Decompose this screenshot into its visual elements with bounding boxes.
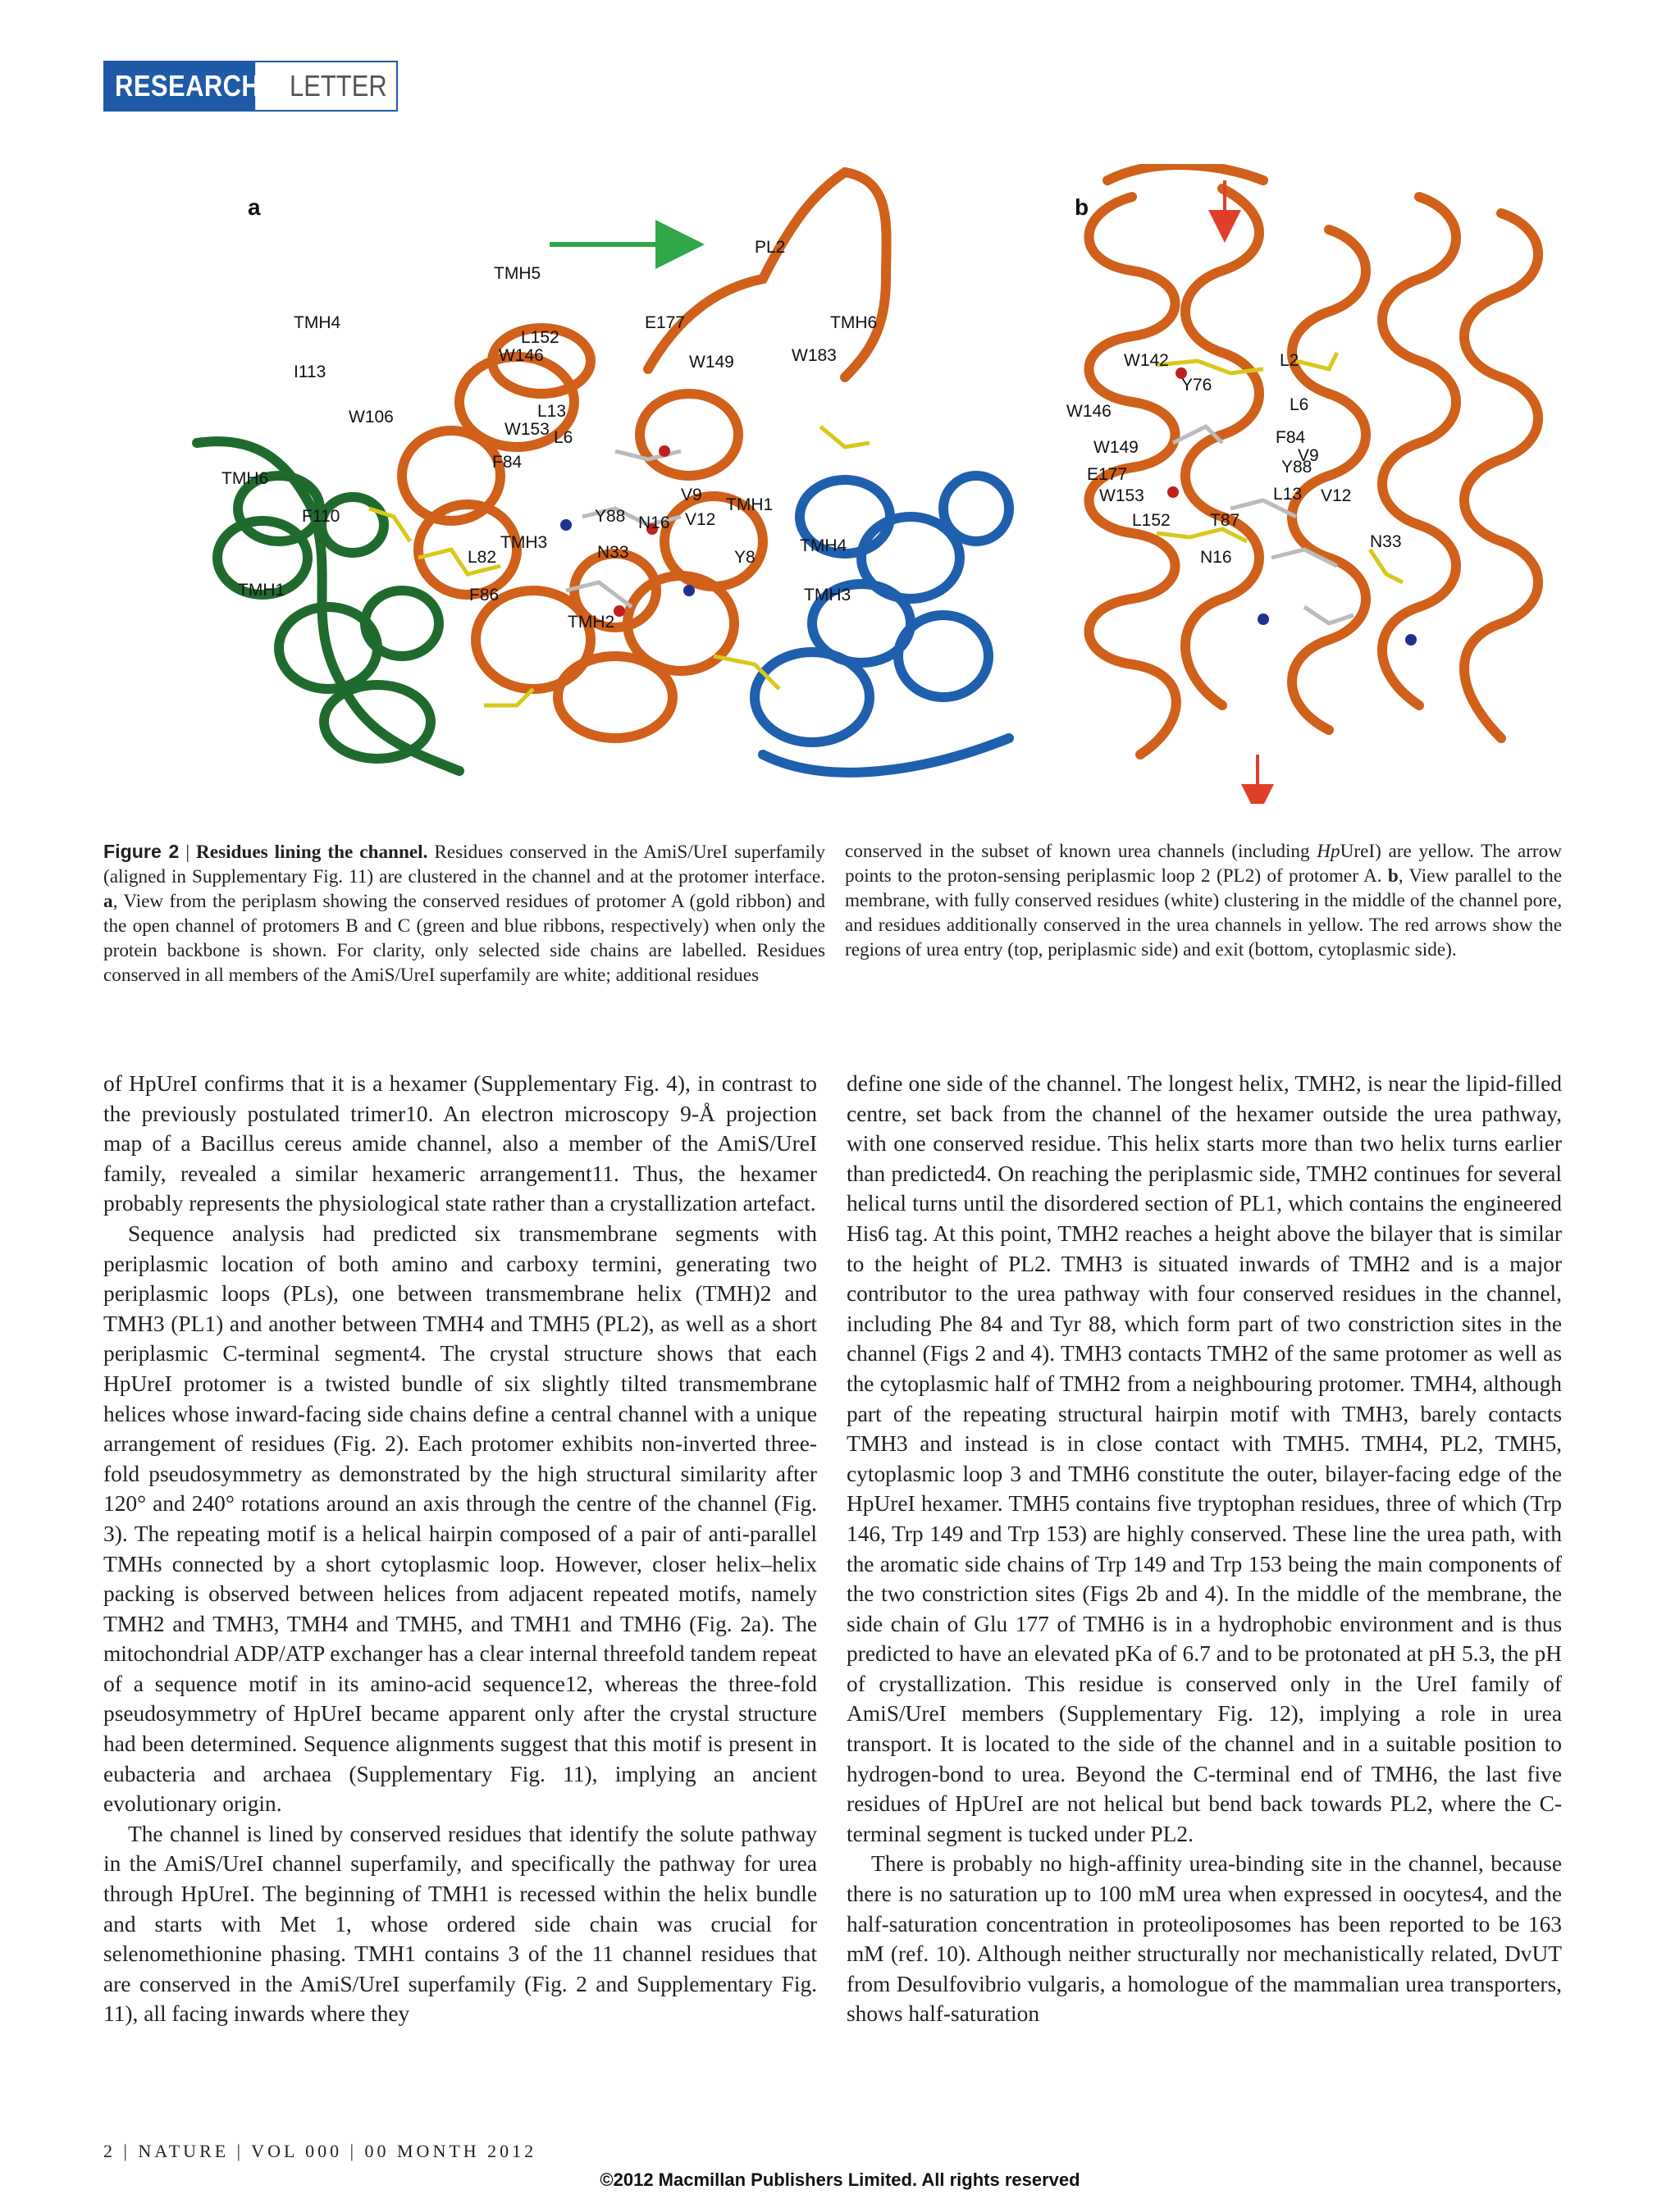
panel-a-residue-label: I113 [294,363,326,381]
panel-a-residue-label: N33 [597,543,629,562]
panel-a-residue-label: PL2 [755,238,786,257]
figure-panel-a [189,164,1017,804]
panel-a-residue-label: Y8 [734,548,756,567]
panel-a-residue-label: V12 [685,510,716,529]
panel-b-residue-label: N16 [1200,548,1232,567]
panel-a-residue-label: F86 [469,586,500,604]
panel-a-residue-label: TMH4 [294,313,341,332]
panel-a-residue-label: TMH4 [800,536,847,555]
panel-b-residue-label: N33 [1370,532,1402,551]
panel-b-residue-label: W153 [1099,486,1144,505]
panel-b-residue-label: L2 [1280,351,1299,370]
panel-a-label: a [248,194,261,220]
page-footer: 2 | NATURE | VOL 000 | 00 MONTH 2012 [103,2141,537,2161]
protomer-b-ribbon [197,441,459,771]
panel-a-residue-label: L6 [554,428,573,447]
panel-b-label: b [1075,194,1089,220]
figure-panel-b [1058,164,1559,804]
panel-a-residue-label: F110 [302,507,340,526]
protomer-c-ribbon [755,476,1009,773]
panel-b-residue-label: L13 [1273,485,1303,504]
paragraph: Sequence analysis had predicted six transmembrane segments with periplasmic location of both amino and carboxy termini, generating two periplasmic loops (PLs), one between transmembrane helix (TMH)2 and TMH3 (PL1) and another between TMH4 and TMH5 (PL2), as well as a short periplasmic C-terminal segment4. The crystal structure shows that each HpUreI protomer is a twisted bundle of six slightly tilted transmembrane helices whose inward-facing side chains define a central channel with a unique arrangement of residues (Fig. 2). Each protomer exhibits non-inverted three-fold pseudosymmetry as demonstrated by the high structural similarity after 120° and 240° rotations around an axis through the centre of the channel (Fig. 3). The repeating motif is a helical hairpin composed of a pair of anti-parallel TMHs connected by a short cytoplasmic loop. However, closer helix–helix packing is observed between helices from adjacent repeated motifs, namely TMH2 and TMH3, TMH4 and TMH5, and TMH1 and TMH6 (Fig. 2a). The mitochondrial ADP/ATP exchanger has a clear internal threefold tandem repeat of a sequence motif in its amino-acid sequence12, whereas the three-fold pseudosymmetry of HpUreI became apparent only after the crystal structure had been determined. Sequence alignments suggest that this motif is present in eubacteria and archaea (Supplementary Fig. 11), implying an ancient evolutionary origin. [103,1220,817,1817]
panel-b-structure-image [1058,164,1559,804]
panel-a-residue-label: TMH5 [494,264,541,283]
panel-a-residue-label: TMH3 [804,586,851,604]
panel-b-residue-label: W149 [1093,438,1139,457]
panel-b-residue-label: L6 [1290,395,1309,414]
paragraph: There is probably no high-affinity urea-binding site in the channel, because there is no saturation up to 100 mM urea when expressed in oocytes4, and the half-saturation concentration in proteoliposomes has been reported to be 163 mM (ref. 10). Although neither structurally nor mechanistically related, DvUT from Desulfovibrio vulgaris, a homologue of the mammalian urea transporters, shows half-saturation [847,1851,1562,2027]
panel-b-residue-label: L152 [1132,511,1171,530]
figure-title: Residues lining the channel. [196,842,428,863]
panel-b-residue-label: E177 [1087,465,1128,484]
panel-b-residue-label: V9 [1298,446,1319,465]
panel-a-residue-label: TMH1 [238,581,285,600]
panel-b-residue-label: Y88 [1281,458,1312,477]
body-column-right [847,1069,1562,2029]
panel-a-residue-label: W146 [499,346,544,365]
figure-caption-right: conserved in the subset of known urea channels (including HpUreI) are yellow. The arrow points to the proton-sensing periplasmic loop 2 (PL2) of protomer A. b, View parallel to the membrane, with fully conserved residues (white) clustering in the middle of the channel pore, and residues additionally conserved in the urea channels in yellow. The red arrows show the regions of urea entry (top, periplasmic side) and exit (bottom, cytoplasmic side). [845,841,1562,960]
panel-a-residue-label: Y88 [595,507,626,526]
figure-caption-left: Figure 2 | Residues lining the channel. Residues conserved in the AmiS/UreI superfamily (aligned in Supplementary Fig. 11) are clustered in the channel and at the protomer interface. a, View from the periplasm showing the conserved residues of protomer A (gold ribbon) and the open channel of protomers B and C (green and blue ribbons, respectively) when only the protein backbone is shown. For clarity, only selected side chains are labelled. Residues conserved in all members of the AmiS/UreI superfamily are white; additional residues [103,841,825,986]
panel-a-residue-label: L13 [537,402,567,421]
panel-a-residue-label: TMH6 [830,313,878,332]
section-badge [103,61,398,112]
panel-b-residue-label: W142 [1124,351,1169,370]
panel-a-residue-label: W153 [504,420,550,439]
panel-b-residue-label: F84 [1276,428,1306,447]
panel-a-residue-label: TMH1 [726,495,774,514]
article-type-label: LETTER [280,62,396,110]
panel-a-residue-label: TMH6 [221,469,269,488]
panel-a-residue-label: W183 [792,346,837,365]
paragraph: define one side of the channel. The longest helix, TMH2, is near the lipid-filled centre, set back from the channel of the hexamer outside the urea pathway, with one conserved residue. This helix starts more than two helix turns earlier than predicted4. On reaching the periplasmic side, TMH2 continues for several helical turns until the disordered section of PL1, which contains the engineered His6 tag. At this point, TMH2 reaches a height above the bilayer that is similar to the height of PL2. TMH3 is situated inwards of TMH2 and is a major contributor to the urea pathway with four conserved residues in the channel, including Phe 84 and Tyr 88, which form part of two constriction sites in the channel (Figs 2 and 4). TMH3 contacts TMH2 of the same protomer as well as the cytoplasmic half of TMH2 from a neighbouring protomer. TMH4, although part of the repeating structural hairpin motif with TMH3, barely contacts TMH3 and instead is in close contact with TMH5. TMH4, PL2, TMH5, cytoplasmic loop 3 and TMH6 constitute the outer, bilayer-facing edge of the HpUreI hexamer. TMH5 contains five tryptophan residues, three of which (Trp 146, Trp 149 and Trp 153) are highly conserved. These line the urea path, with the aromatic side chains of Trp 149 and Trp 153 being the main components of the two constriction sites (Figs 2b and 4). In the middle of the membrane, the side chain of Glu 177 of TMH6 is in a hydrophobic environment and is thus predicted to have an elevated pKa of 6.7 and to be protonated at pH 5.3, the pH of crystallization. This residue is conserved only in the UreI family of AmiS/UreI members (Supplementary Fig. 12), implying a role in urea transport. It is located to the side of the channel and in a suitable position to hydrogen-bond to urea. Beyond the C-terminal end of TMH6, the last five residues of HpUreI are not helical but bend back towards PL2, where the C-terminal segment is tucked under PL2. [847,1071,1562,1846]
panel-a-structure-image [189,164,1017,804]
panel-a-residue-label: L82 [468,548,497,567]
section-label: RESEARCH [105,62,255,110]
body-column-left [103,1069,817,2029]
panel-b-residue-label: V12 [1321,486,1352,505]
figure-2 [189,164,1559,804]
panel-b-residue-label: Y76 [1181,376,1212,395]
panel-a-residue-label: W149 [689,353,734,372]
panel-a-residue-label: TMH2 [568,613,615,632]
panel-a-residue-label: E177 [645,313,686,332]
side-chains [369,427,870,705]
figure-label: Figure 2 [103,841,180,862]
copyright-notice: ©2012 Macmillan Publishers Limited. All rights reserved [600,2169,1080,2190]
paragraph: of HpUreI confirms that it is a hexamer (Supplementary Fig. 4), in contrast to the previously postulated trimer10. An electron microscopy 9-Å projection map of a Bacillus cereus amide channel, also a member of the AmiS/UreI family, revealed a similar hexameric arrangement11. Thus, the hexamer probably represents the physiological state rather than a crystallization artefact. [103,1071,817,1216]
panel-b-residue-label: W146 [1066,402,1112,421]
panel-a-residue-label: W106 [349,408,394,427]
panel-a-residue-label: F84 [492,453,523,472]
panel-a-residue-label: TMH3 [500,533,548,552]
panel-a-residue-label: N16 [638,513,670,532]
paragraph: The channel is lined by conserved residues that identify the solute pathway in the AmiS/UreI channel superfamily, and specifically the pathway for urea through HpUreI. The beginning of TMH1 is recessed within the helix bundle and starts with Met 1, whose ordered side chain was crucial for selenomethionine phasing. TMH1 contains 3 of the 11 channel residues that are conserved in the AmiS/UreI superfamily (Fig. 2 and Supplementary Fig. 11), all facing inwards where they [103,1821,817,2027]
panel-b-residue-label: T87 [1210,511,1240,530]
panel-a-residue-label: V9 [681,486,702,504]
panel-a-residue-label: L152 [521,328,559,347]
